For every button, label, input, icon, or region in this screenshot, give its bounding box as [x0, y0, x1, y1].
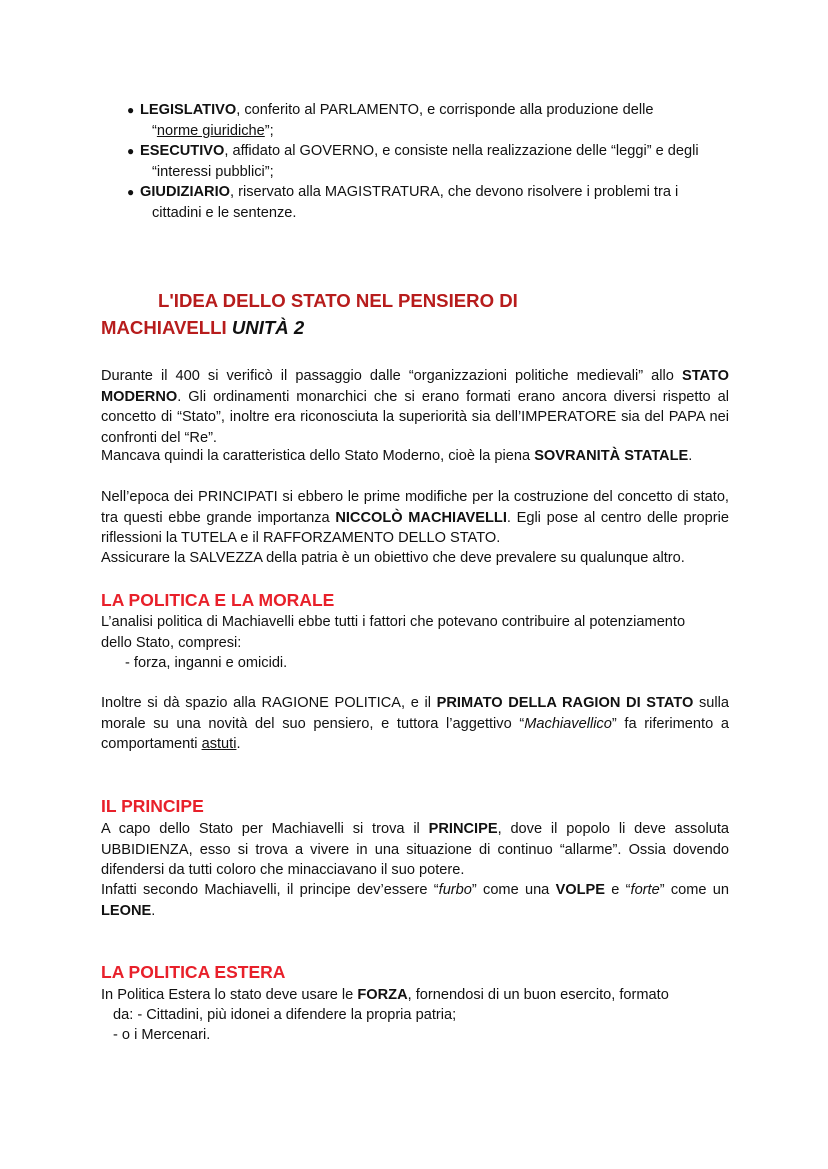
heading-politica-estera: LA POLITICA ESTERA [101, 962, 286, 982]
principe-paragraph-2: Infatti secondo Machiavelli, il principe dev’essere “furbo” come una VOLPE e “forte” come un LEONE. [101, 882, 729, 919]
intro-paragraph-4: Assicurare la SALVEZZA della patria è un obiettivo che deve prevalere su qualunque altro. [101, 550, 685, 566]
underlined-term: norme giuridiche [156, 122, 265, 139]
estera-paragraph: In Politica Estera lo stato deve usare le FORZA, fornendosi di un buon esercito, formato [101, 987, 669, 1003]
bullet-icon: ● [127, 144, 135, 159]
section-title-line2: MACHIAVELLI UNITÀ 2 [101, 317, 305, 338]
principe-paragraph: A capo dello Stato per Machiavelli si trova il PRINCIPE, dove il popolo li deve assoluta UBBIDIENZA, esso si trova a vivere in una situazione di continuo “allarme”. Ossia dovendo difendersi da tutti coloro che minacciavano il suo potere. [101, 821, 729, 879]
list-item: - o i Mercenari. [113, 1027, 211, 1043]
power-term: ESECUTIVO [140, 143, 225, 160]
list-item: - forza, inganni e omicidi. [125, 655, 288, 671]
heading-politica-morale: LA POLITICA E LA MORALE [101, 590, 335, 610]
unit-label: UNITÀ 2 [231, 317, 305, 338]
power-term: LEGISLATIVO [140, 102, 237, 118]
list-item: ● ESECUTIVO, affidato al GOVERNO, e consiste nella realizzazione delle “leggi” e degli “interessi pubblici”; [127, 143, 699, 180]
powers-list [127, 100, 747, 224]
list-item: da: - Cittadini, più idonei a difendere la propria patria; [113, 1007, 457, 1023]
intro-paragraph-3: Nell’epoca dei PRINCIPATI si ebbero le prime modifiche per la costruzione del concetto di stato, tra questi ebbe grande importanza NICCOLÒ MACHIAVELLI. Egli pose al centro delle proprie riflessioni la TUTELA e il RAFFORZAMENTO DELLO STATO. [101, 489, 729, 547]
politica-morale-paragraph-2: Inoltre si dà spazio alla RAGIONE POLITICA, e il PRIMATO DELLA RAGION DI STATO sulla morale su una novità del suo pensiero, e tuttora l’aggettivo “Machiavellico” fa riferimento a comportamenti astuti. [101, 695, 729, 753]
list-item: ● LEGISLATIVO, conferito al PARLAMENTO, e corrisponde alla produzione delle “norme giuridiche”; [127, 102, 654, 139]
intro-paragraph: Durante il 400 si verificò il passaggio dalle “organizzazioni politiche medievali” allo STATO MODERNO. Gli ordinamenti monarchici che si erano formati erano ancora diversi rispetto al concetto di “Stato”, inoltre era riconosciuta la superiorità sia dell’IMPERATORE sia del PAPA nei confronti del “Re”. [101, 368, 729, 446]
section-title-line1: L'IDEA DELLO STATO NEL PENSIERO DI [158, 290, 518, 311]
list-item: ● GIUDIZIARIO, riservato alla MAGISTRATURA, che devono risolvere i problemi tra i cittadini e le sentenze. [127, 184, 679, 221]
bullet-icon: ● [127, 103, 135, 117]
heading-principe: IL PRINCIPE [101, 796, 204, 816]
intro-paragraph-2: Mancava quindi la caratteristica dello Stato Moderno, cioè la piena SOVRANITÀ STATALE. [101, 448, 693, 464]
politica-morale-paragraph: L’analisi politica di Machiavelli ebbe tutti i fattori che potevano contribuire al potenziamento dello Stato, compresi: [101, 614, 686, 651]
power-term: GIUDIZIARIO [140, 184, 230, 201]
bullet-icon: ● [127, 185, 135, 200]
